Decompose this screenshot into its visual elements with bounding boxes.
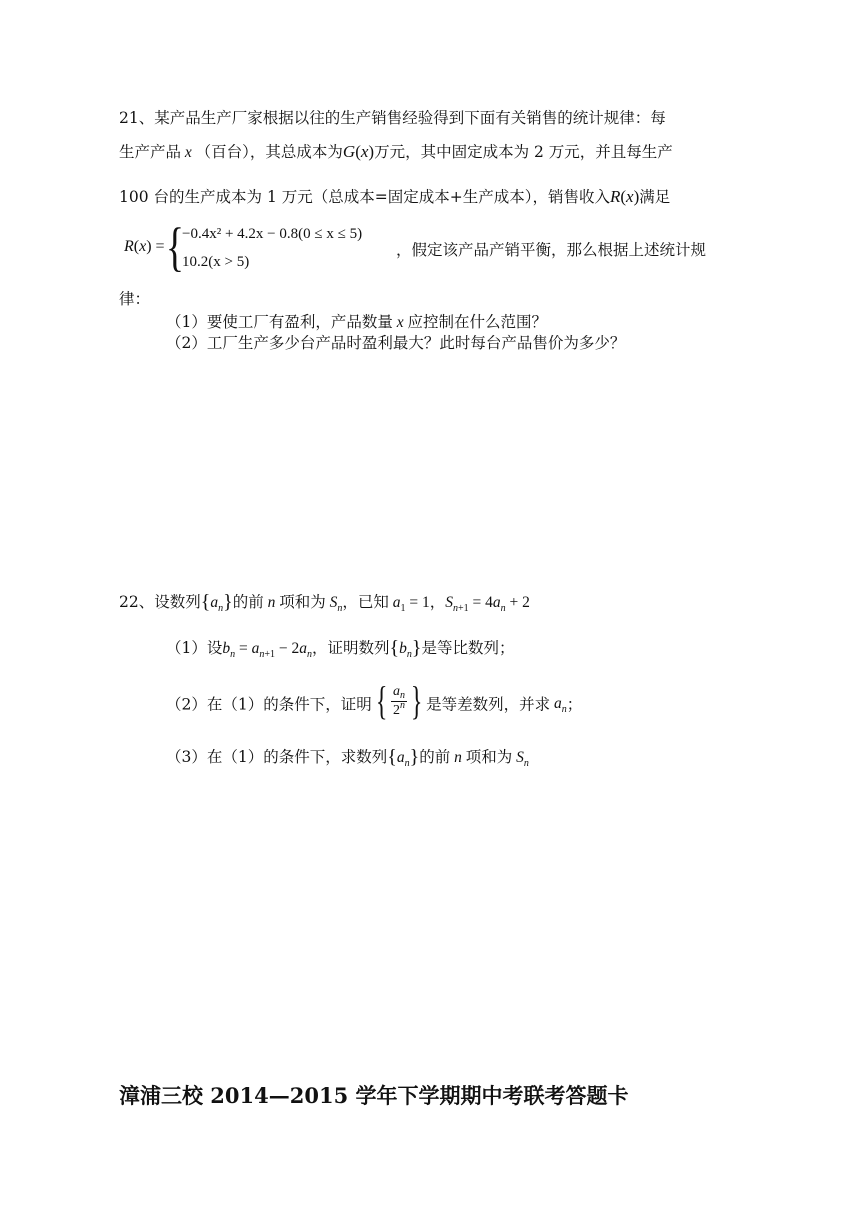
q21-line-3: 100 台的生产成本为 1 万元（总成本=固定成本+生产成本），销售收入R(x)满足 [119, 187, 671, 206]
q21-piecewise-function [118, 217, 758, 277]
piecewise-brace: { [165, 217, 185, 277]
q22-part-3: （3）在（1）的条件下，求数列$\{a_n\}$的前 n 项和为 $S_n$ [166, 746, 529, 769]
q21-line-2: 生产产品 x （百台），其总成本为G(x)万元，其中固定成本为 2 万元，并且每生产 [119, 142, 673, 161]
q21-line-1: 21、某产品生产厂家根据以往的生产销售经验得到下面有关销售的统计规律：每 [119, 109, 666, 127]
fraction-an-over-2n: $\frac{a_n}{2^n}$ [392, 684, 405, 718]
q22-line-1: 22、设数列$\{a_n\}$的前 n 项和为 $S_n$，已知 $a_1 = 1$，$S_{n+1} = 4a_n + 2$ [119, 591, 530, 614]
q22-part-1: （1）设$b_n = a_{n+1} - 2a_n$，证明数列$\{b_n\}$是等比数列； [166, 637, 515, 660]
piecewise-lhs: R(x) = [124, 238, 165, 255]
q21-part-1: （1）要使工厂有盈利，产品数量 x 应控制在什么范围？ [166, 313, 548, 331]
q21-part-2: （2）工厂生产多少台产品时盈利最大？此时每台产品售价为多少？ [166, 334, 626, 352]
piecewise-case-2: 10.2(x > 5) [182, 254, 250, 270]
piecewise-after-text: ，假定该产品产销平衡，那么根据上述统计规 [396, 241, 707, 259]
q22-part-2: （2）在（1）的条件下，证明{ $\frac{a_n}{2^n}$ } 是等差数列，并求 $a_n$； [166, 678, 583, 723]
piecewise-case-1: −0.4x² + 4.2x − 0.8(0 ≤ x ≤ 5) [182, 226, 363, 242]
q21-line-5: 律： [119, 290, 151, 308]
answer-sheet-title: 漳浦三校 2014—2015 学年下学期期中考联考答题卡 [119, 1083, 629, 1108]
